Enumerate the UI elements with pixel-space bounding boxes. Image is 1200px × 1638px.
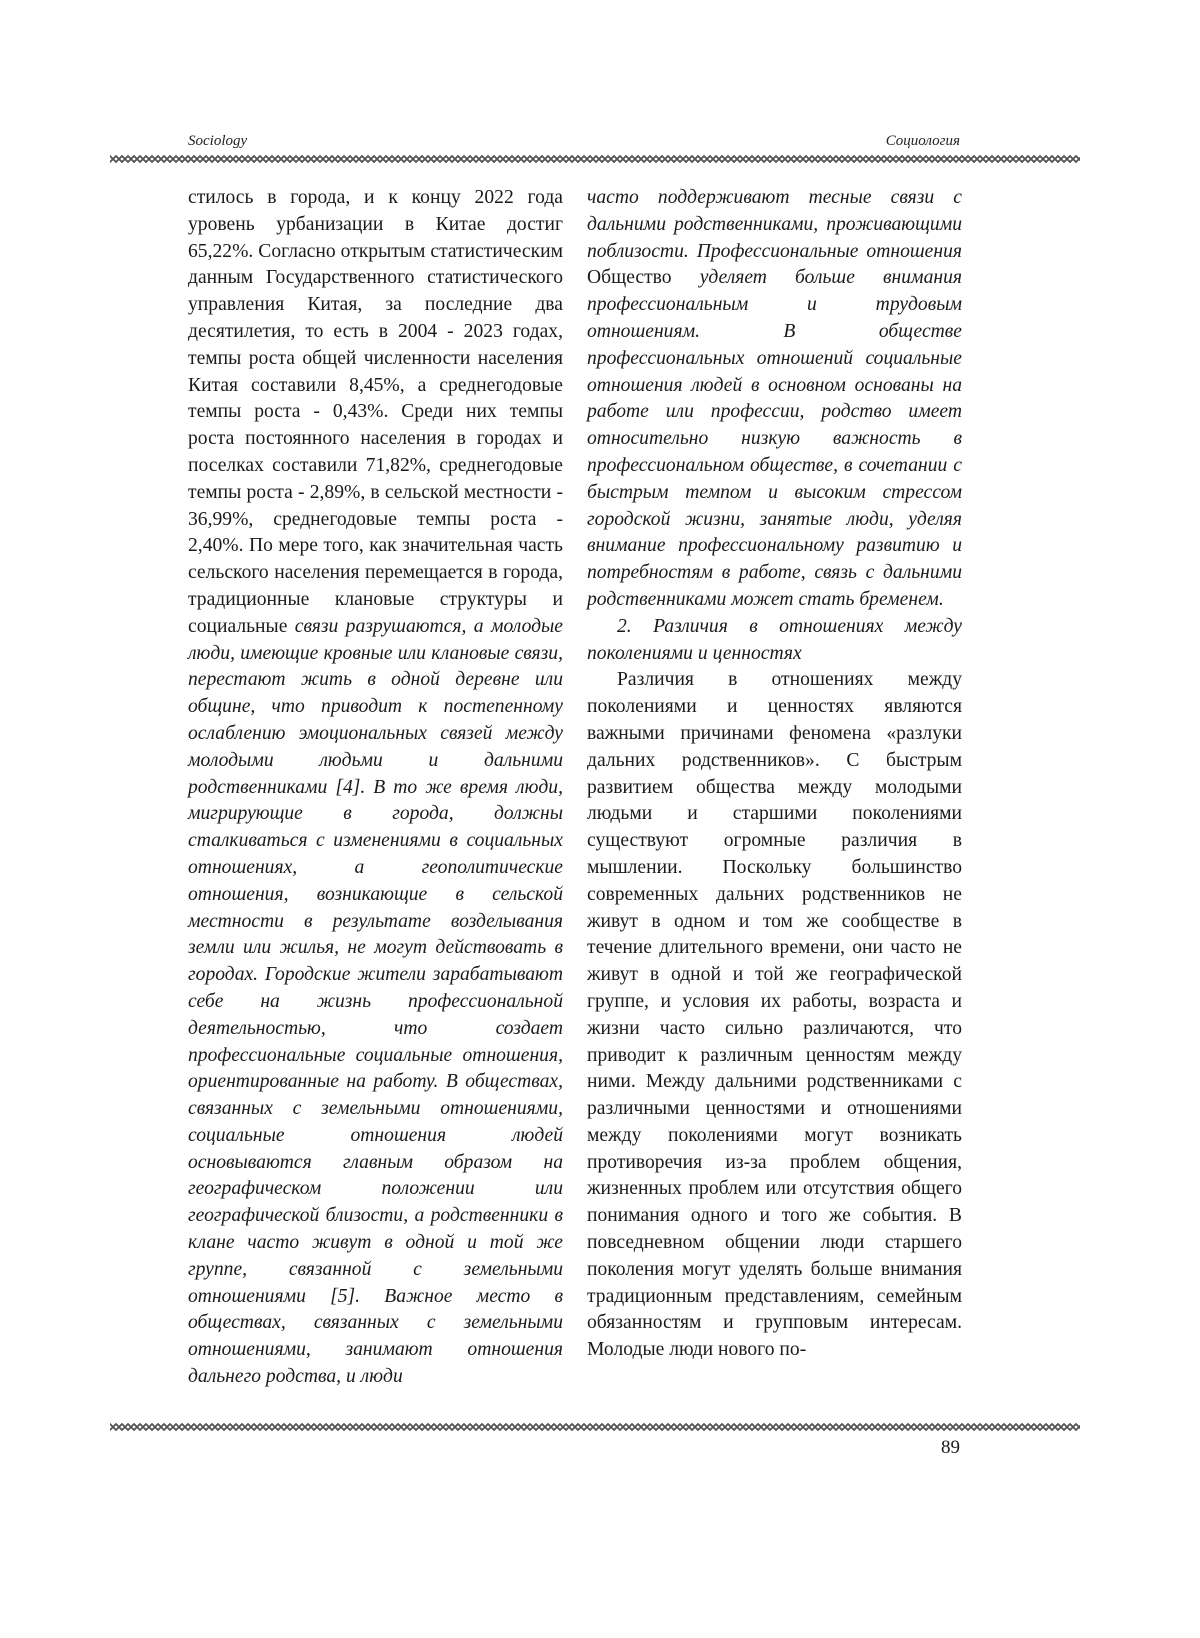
bottom-ornament-divider	[110, 1423, 1080, 1431]
section-heading: 2. Различия в отношениях между поколениями и ценностях	[587, 615, 962, 664]
running-head-right: Социология	[885, 133, 960, 149]
right-italic-text-b: уделяет больше внимания профессиональным и трудовым отношениям. В обществе профессиональных отношений социальные отношения людей в основном основаны на работе или профессии, родство имеет относительно низкую важность в профессиональном обществе, в сочетании с быстрым темпом и высоким стрессом городской жизни, занятые люди, уделяя внимание профессиональному развитию и потребностям в работе, связь с дальними родственниками может стать бременем.	[587, 267, 962, 610]
right-italic-text-a: часто поддерживают тесные связи с дальними родственниками, проживающими поблизости. Профессиональные отношения	[587, 187, 962, 262]
left-text-column	[188, 185, 563, 1391]
right-text-column	[587, 185, 962, 1364]
running-head-left: Sociology	[188, 133, 248, 149]
left-paragraph-regular-text: стилось в города, и к концу 2022 года уровень урбанизации в Китае достиг 65,22%. Согласно открытым статистическим данным Государственного статистического управления Китая, за последние два десятилетия, то есть в 2004 - 2023 годах, темпы роста общей численности населения Китая составили 8,45%, а среднегодовые темпы роста - 0,43%. Среди них темпы роста постоянного населения в городах и поселках составили 71,82%, среднегодовые темпы роста - 2,89%, в сельской местности - 36,99%, среднегодовые темпы роста - 2,40%. По мере того, как значительная часть сельского населения перемещается в города, традиционные клановые структуры и социальные	[188, 187, 563, 637]
right-regular-word: Общество	[587, 267, 672, 289]
left-paragraph-italic-text: связи разрушаются, а молодые люди, имеющие кровные или клановые связи, перестают жить в одной деревне или общине, что приводит к постепенному ослаблению эмоциональных связей между молодыми людьми и дальними родственниками [4]. В то же время люди, мигрирующие в города, должны сталкиваться с изменениями в социальных отношениях, а геополитические отношения, возникающие в сельской местности в результате возделывания земли или жилья, не могут действовать в городах. Городские жители зарабатывают себе на жизнь профессиональной деятельностью, что создает профессиональные социальные отношения, ориентированные на работу. В обществах, связанных с земельными отношениями, социальные отношения людей основываются главным образом на географическом положении или географической близости, а родственники в клане часто живут в одной и той же группе, связанной с земельными отношениями [5]. Важное место в обществах, связанных с земельными отношениями, занимают отношения дальнего родства, и люди	[188, 615, 564, 1388]
right-paragraph-italic	[587, 185, 962, 614]
right-paragraph-body: Различия в отношениях между поколениями и ценностях являются важными причинами феномена «разлуки дальних родственников». С быстрым развитием общества между молодыми людьми и старшими поколениями существуют огромные различия в мышлении. Поскольку большинство современных дальних родственников не живут в одном и том же сообществе в течение длительного времени, они часто не живут в одной и той же географической группе, и условия их работы, возраста и жизни часто сильно различаются, что приводит к различным ценностям между ними. Между дальними родственниками с различными ценностями и отношениями между поколениями могут возникать противоречия из-за проблем общения, жизненных проблем или отсутствия общего понимания одного и того же события. В повседневном общении люди старшего поколения могут уделять больше внимания традиционным представлениям, семейным обязанностям и групповым интересам. Молодые люди нового по-	[587, 669, 962, 1361]
page-number: 89	[941, 1437, 960, 1458]
left-paragraph	[188, 185, 563, 1391]
top-ornament-divider	[110, 155, 1080, 163]
